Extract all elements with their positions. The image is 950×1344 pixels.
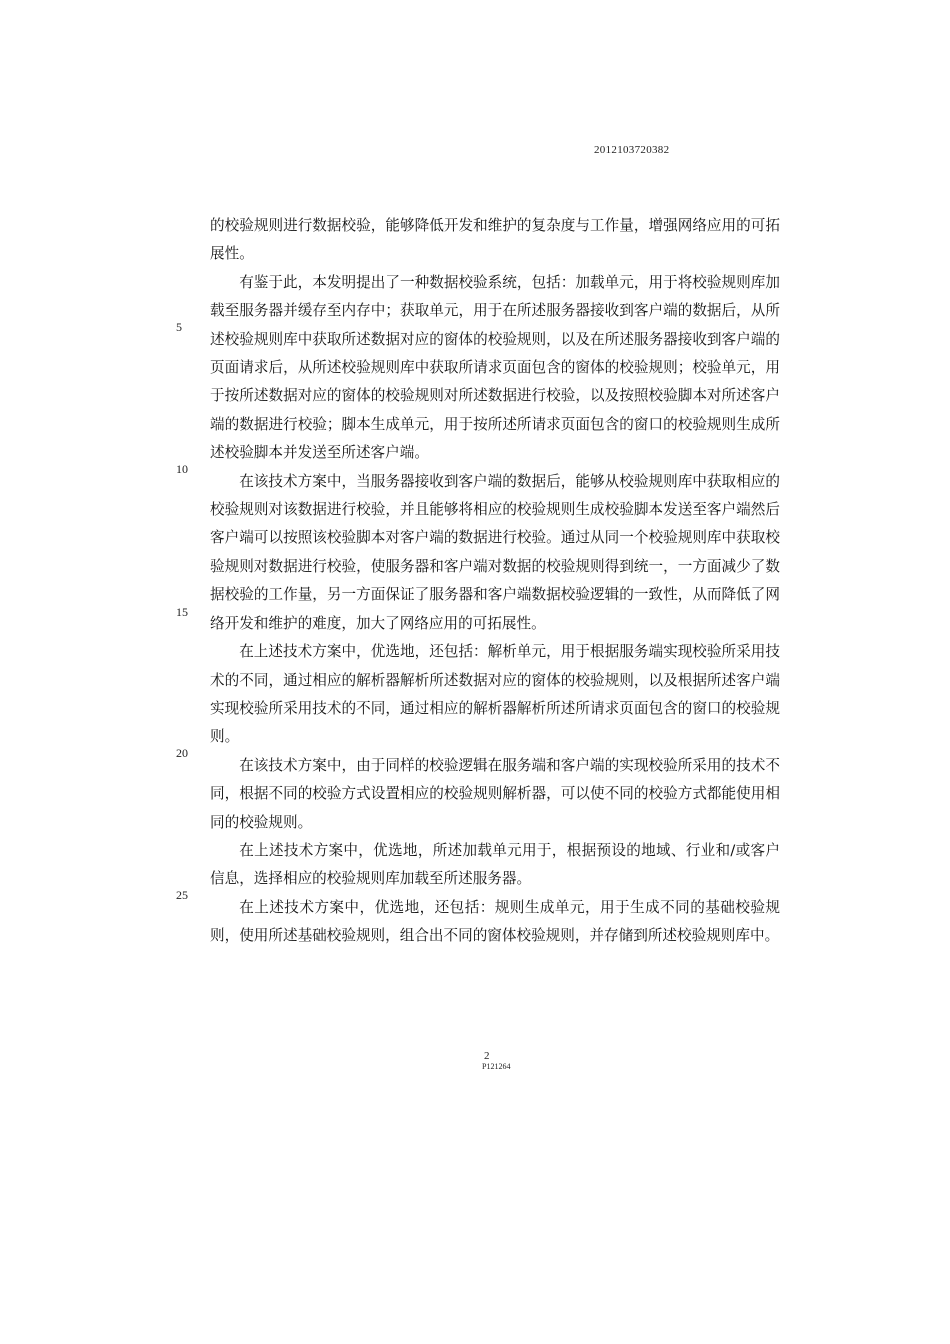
document-number: 2012103720382 — [594, 144, 670, 156]
paragraph-continuation: 的校验规则进行数据校验，能够降低开发和维护的复杂度与工作量，增强网络应用的可拓展性。 — [210, 217, 780, 263]
line-number-20: 20 — [176, 746, 188, 760]
paragraph-system-summary: 有鉴于此，本发明提出了一种数据校验系统，包括：加载单元，用于将校验规则库加载至服务器并缓存至内存中；获取单元，用于在所述服务器接收到客户端的数据后，从所述校验规则库中获取所述数据对应的窗体的校验规则，以及在所述服务器接收到客户端的页面请求后，从所述校验规则库中获取所请求页面包含的窗体的校验规则；校验单元，用于按所述数据对应的窗体的校验规则对所述数据进行校验，以及按照校验脚本对所述客户端的数据进行校验；脚本生成单元，用于按所述所请求页面包含的窗口的校验规则生成所述校验脚本并发送至所述客户端。 — [210, 273, 780, 462]
body-text — [210, 212, 780, 951]
page-number: 2 — [484, 1050, 490, 1062]
line-number-5: 5 — [176, 320, 182, 334]
reference-code: P121264 — [482, 1062, 511, 1071]
paragraph-effect-2: 在该技术方案中，由于同样的校验逻辑在服务端和客户端的实现校验所采用的技术不同，根据不同的校验方式设置相应的校验规则解析器，可以使不同的校验方式都能使用相同的校验规则。 — [210, 756, 780, 831]
line-number-15: 15 — [176, 605, 188, 619]
paragraph-parsing-unit: 在上述技术方案中，优选地，还包括：解析单元，用于根据服务端实现校验所采用技术的不同，通过相应的解析器解析所述数据对应的窗体的校验规则，以及根据所述客户端实现校验所采用技术的不同，通过相应的解析器解析所述所请求页面包含的窗口的校验规则。 — [210, 643, 780, 746]
line-number-10: 10 — [176, 462, 188, 476]
line-number-25: 25 — [176, 888, 188, 902]
paragraph-effect-1: 在该技术方案中，当服务器接收到客户端的数据后，能够从校验规则库中获取相应的校验规则对该数据进行校验，并且能够将相应的校验规则生成校验脚本发送至客户端然后客户端可以按照该校验脚本对客户端的数据进行校验。通过从同一个校验规则库中获取校验规则对数据进行校验，使服务器和客户端对数据的校验规则得到统一，一方面减少了数据校验的工作量，另一方面保证了服务器和客户端数据校验逻辑的一致性，从而降低了网络开发和维护的难度，加大了网络应用的可拓展性。 — [210, 472, 780, 632]
paragraph-rule-generation: 在上述技术方案中，优选地，还包括：规则生成单元，用于生成不同的基础校验规则，使用所述基础校验规则，组合出不同的窗体校验规则，并存储到所述校验规则库中。 — [210, 898, 780, 945]
paragraph-loading-unit: 在上述技术方案中，优选地，所述加载单元用于，根据预设的地域、行业和/或客户信息，选择相应的校验规则库加载至所述服务器。 — [210, 841, 780, 888]
